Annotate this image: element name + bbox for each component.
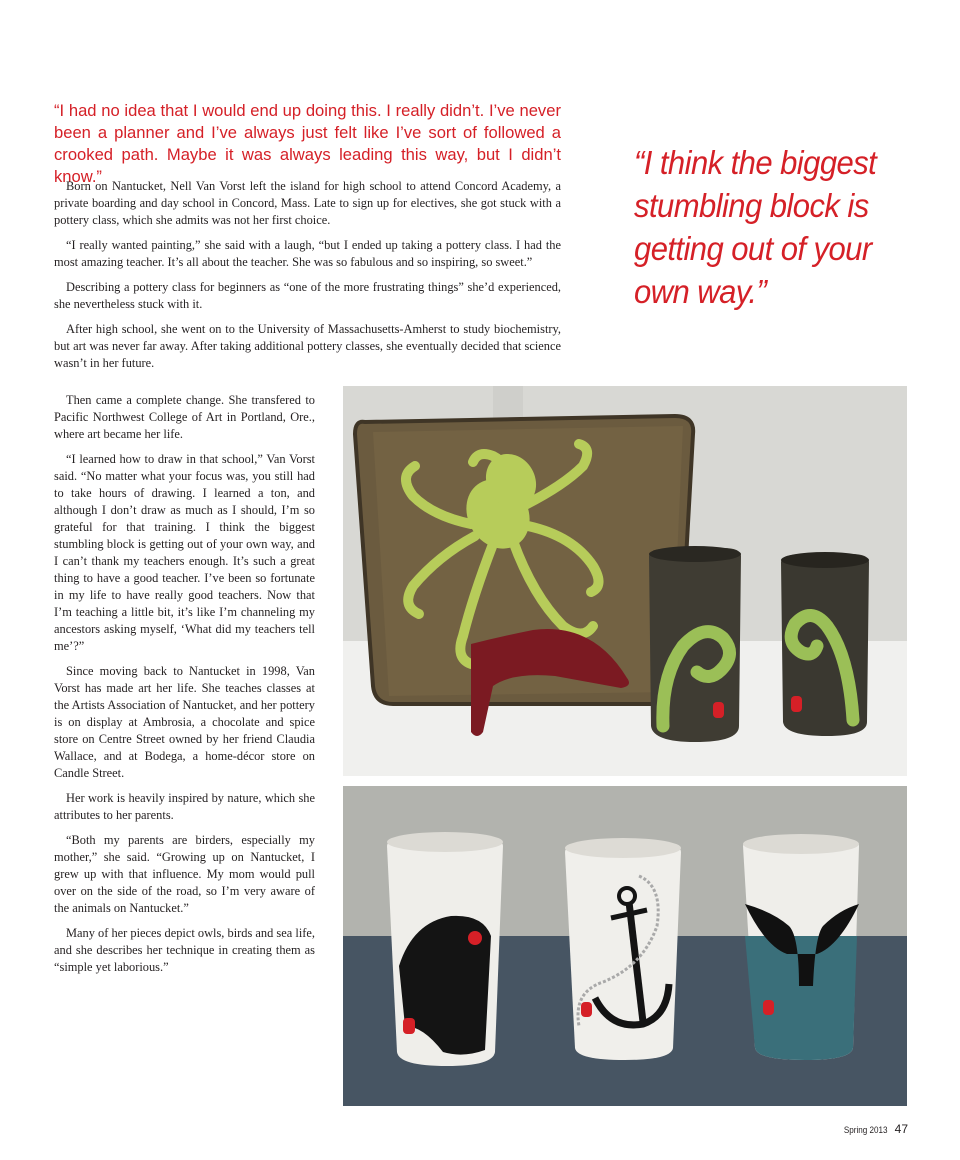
paragraph: Describing a pottery class for beginners as “one of the more frustrating things” she’d experienced, she nevertheless stuck with it. [54, 280, 561, 311]
whale-tail-cup [743, 834, 859, 1060]
cups-photo [343, 786, 907, 1106]
article-body-column [54, 392, 315, 984]
paragraph: “I really wanted painting,” she said with a laugh, “but I ended up taking a pottery class. I had the most amazing teacher. It’s all about the teacher. She was so fabulous and so inspiring, so sweet.” [54, 238, 561, 269]
octopus-pottery-photo [343, 386, 907, 776]
bird-cup [387, 832, 503, 1066]
paragraph: Born on Nantucket, Nell Van Vorst left the island for high school to attend Concord Academy, a private boarding and day school in Concord, Mass. Late to sign up for electives, she got stuck with a pottery class, which she admits was not her first choice. [54, 179, 561, 227]
paragraph: “I learned how to draw in that school,” Van Vorst said. “No matter what your focus was, you still had to take hours of drawing. I learned a ton, and although I don’t draw as much as I should, I’m so grateful for that training. I think the biggest stumbling block is getting out of your own way, and I can’t thank my teachers enough. It’s such a great thing to have a good teacher. I’ve been so fortunate in my life to have really good teachers. Now that I’m teaching a little bit, it’s like I’m channeling my ancestors asking myself, ‘What did my teachers tell me’?” [54, 452, 315, 653]
paragraph: “Both my parents are birders, especially my mother,” she said. “Growing up on Nantucket, I grew up with that influence. My mom would pull over on the side of the road, so I’m very aware of the animals on Nantucket.” [54, 833, 315, 915]
tentacle-cup [781, 552, 869, 736]
paragraph: Many of her pieces depict owls, birds and sea life, and she describes her technique in creating them as “simple yet laborious.” [54, 926, 315, 974]
paragraph: Since moving back to Nantucket in 1998, Van Vorst has made art her life. She teaches classes at the Artists Association of Nantucket, and her pottery is on display at Ambrosia, a chocolate and spice store on Centre Street owned by her friend Claudia Wallace, and at Bodega, a home-décor store on Candle Street. [54, 664, 315, 780]
anchor-cup [565, 838, 681, 1060]
pull-quote: “I think the biggest stumbling block is getting out of your own way.” [634, 144, 877, 310]
article-body-top [54, 178, 561, 380]
paragraph: After high school, she went on to the University of Massachusetts-Amherst to study biochemistry, but art was never far away. After taking additional pottery classes, she eventually decided that science wasn’t in her future. [54, 322, 561, 370]
paragraph: Her work is heavily inspired by nature, which she attributes to her parents. [54, 791, 315, 822]
lead-quote: “I had no idea that I would end up doing this. I really didn’t. I’ve never been a planner and I’ve always just felt like I’ve sort of followed a crooked path. Maybe it was always leading this way, but I didn’t know.” [54, 101, 561, 186]
issue-label: Spring 2013 [843, 1125, 888, 1135]
tentacle-cup [649, 546, 741, 742]
page-footer [839, 1120, 908, 1138]
paragraph: Then came a complete change. She transfered to Pacific Northwest College of Art in Portland, Ore., where art became her life. [54, 393, 315, 441]
page-number: 47 [894, 1122, 908, 1136]
